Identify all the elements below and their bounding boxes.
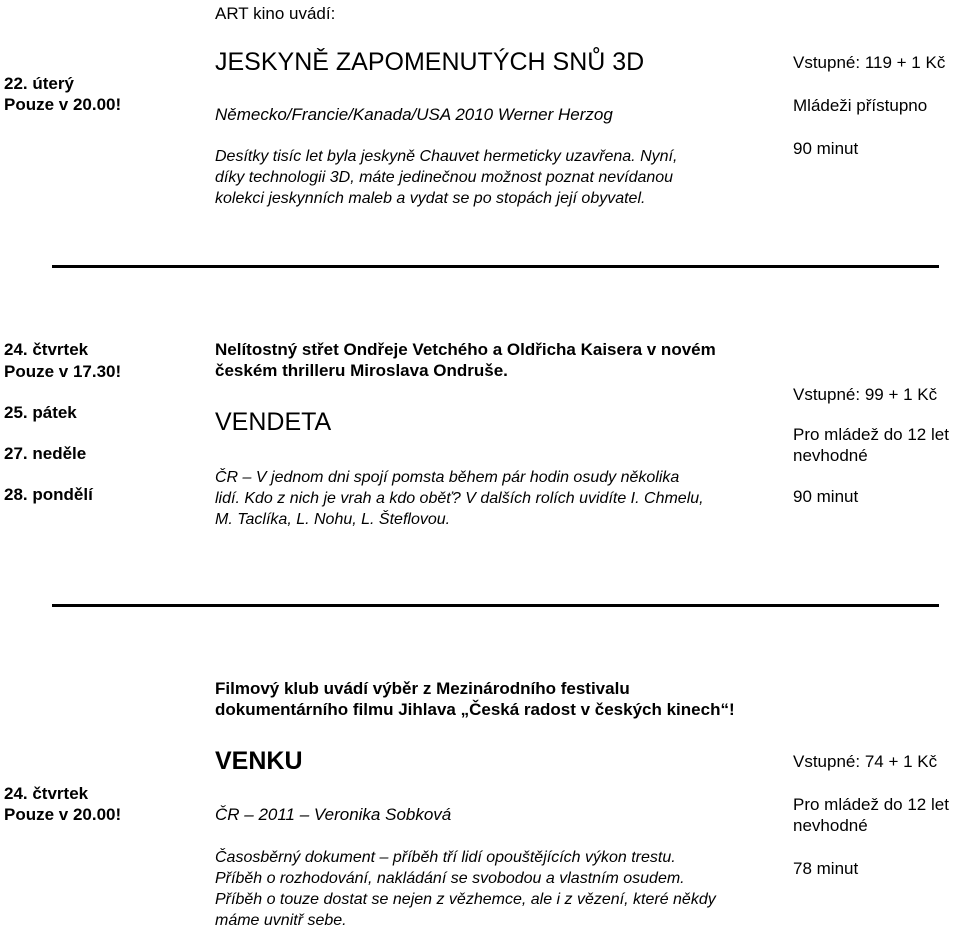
film3-origin: ČR – 2011 – Veronika Sobková bbox=[215, 805, 452, 824]
film1-origin: Německo/Francie/Kanada/USA 2010 Werner Herzog bbox=[215, 105, 613, 124]
film3-rating-line: nevhodné bbox=[793, 816, 868, 835]
film2-description-line: M. Taclíka, L. Nohu, L. Šteflovou. bbox=[215, 511, 451, 528]
film2-date: 25. pátek bbox=[4, 403, 77, 422]
film2-date: 24. čtvrtek bbox=[4, 340, 89, 359]
film3-intro bbox=[215, 678, 735, 720]
film2-intro-line: Nelítostný střet Ondřeje Vetchého a Oldřicha Kaisera v novém bbox=[215, 340, 716, 359]
film3-date-line: 24. čtvrtek bbox=[4, 784, 89, 803]
film2-description bbox=[215, 467, 704, 530]
film1-dates bbox=[4, 73, 121, 115]
film3-description-line: Příběh o rozhodování, nakládání se svobodou a vlastním osudem. bbox=[215, 870, 685, 887]
film3-price: Vstupné: 74 + 1 Kč bbox=[793, 752, 938, 771]
film1-description-line: díky technologii 3D, máte jedinečnou možnost poznat nevídanou bbox=[215, 169, 674, 186]
film3-title: VENKU bbox=[215, 747, 303, 775]
film1-title: JESKYNĚ ZAPOMENUTÝCH SNŮ 3D bbox=[215, 48, 645, 76]
film3-rating-line: Pro mládež do 12 let bbox=[793, 795, 949, 814]
film2-description-line: ČR – V jednom dni spojí pomsta během pár hodin osudy několika bbox=[215, 469, 680, 486]
film1-description bbox=[215, 146, 677, 209]
film1-runtime: 90 minut bbox=[793, 139, 859, 158]
film3-rating bbox=[793, 794, 949, 836]
film3-intro-line: Filmový klub uvádí výběr z Mezinárodního festivalu bbox=[215, 679, 630, 698]
film2-date: 28. pondělí bbox=[4, 485, 93, 504]
film2-rating bbox=[793, 424, 949, 466]
film1-description-line: Desítky tisíc let byla jeskyně Chauvet hermeticky uzavřena. Nyní, bbox=[215, 148, 678, 165]
film2-rating-line: nevhodné bbox=[793, 446, 868, 465]
film2-intro-line: českém thrilleru Miroslava Ondruše. bbox=[215, 361, 508, 380]
film1-price: Vstupné: 119 + 1 Kč bbox=[793, 53, 946, 72]
film3-description-line: Příběh o touze dostat se nejen z vězhemce, ale i z vězení, které někdy bbox=[215, 891, 716, 908]
film1-date-line: 22. úterý bbox=[4, 74, 74, 93]
section-divider bbox=[52, 604, 939, 607]
film2-title: VENDETA bbox=[215, 408, 332, 436]
film3-runtime: 78 minut bbox=[793, 859, 859, 878]
film2-runtime: 90 minut bbox=[793, 487, 859, 506]
film2-date: 27. neděle bbox=[4, 444, 87, 463]
film2-rating-line: Pro mládež do 12 let bbox=[793, 425, 949, 444]
film3-description-line: Časosběrný dokument – příběh tří lidí opouštějících výkon trestu. bbox=[215, 849, 676, 866]
film1-date-line: Pouze v 20.00! bbox=[4, 95, 122, 114]
film3-intro-line: dokumentárního filmu Jihlava „Česká radost v českých kinech“! bbox=[215, 700, 735, 719]
film3-date-line: Pouze v 20.00! bbox=[4, 805, 122, 824]
page-heading: ART kino uvádí: bbox=[215, 4, 336, 23]
film2-description-line: lidí. Kdo z nich je vrah a kdo oběť? V dalších rolích uvidíte I. Chmelu, bbox=[215, 490, 704, 507]
film3-description bbox=[215, 847, 716, 931]
film2-intro bbox=[215, 339, 716, 381]
film1-description-line: kolekci jeskynních maleb a vydat se po stopách její obyvatel. bbox=[215, 190, 646, 207]
film2-price: Vstupné: 99 + 1 Kč bbox=[793, 385, 938, 404]
film1-rating: Mládeži přístupno bbox=[793, 96, 928, 115]
film3-dates bbox=[4, 783, 121, 825]
film2-date: Pouze v 17.30! bbox=[4, 362, 122, 381]
section-divider bbox=[52, 265, 939, 268]
film3-description-line: máme uvnitř sebe. bbox=[215, 912, 347, 929]
